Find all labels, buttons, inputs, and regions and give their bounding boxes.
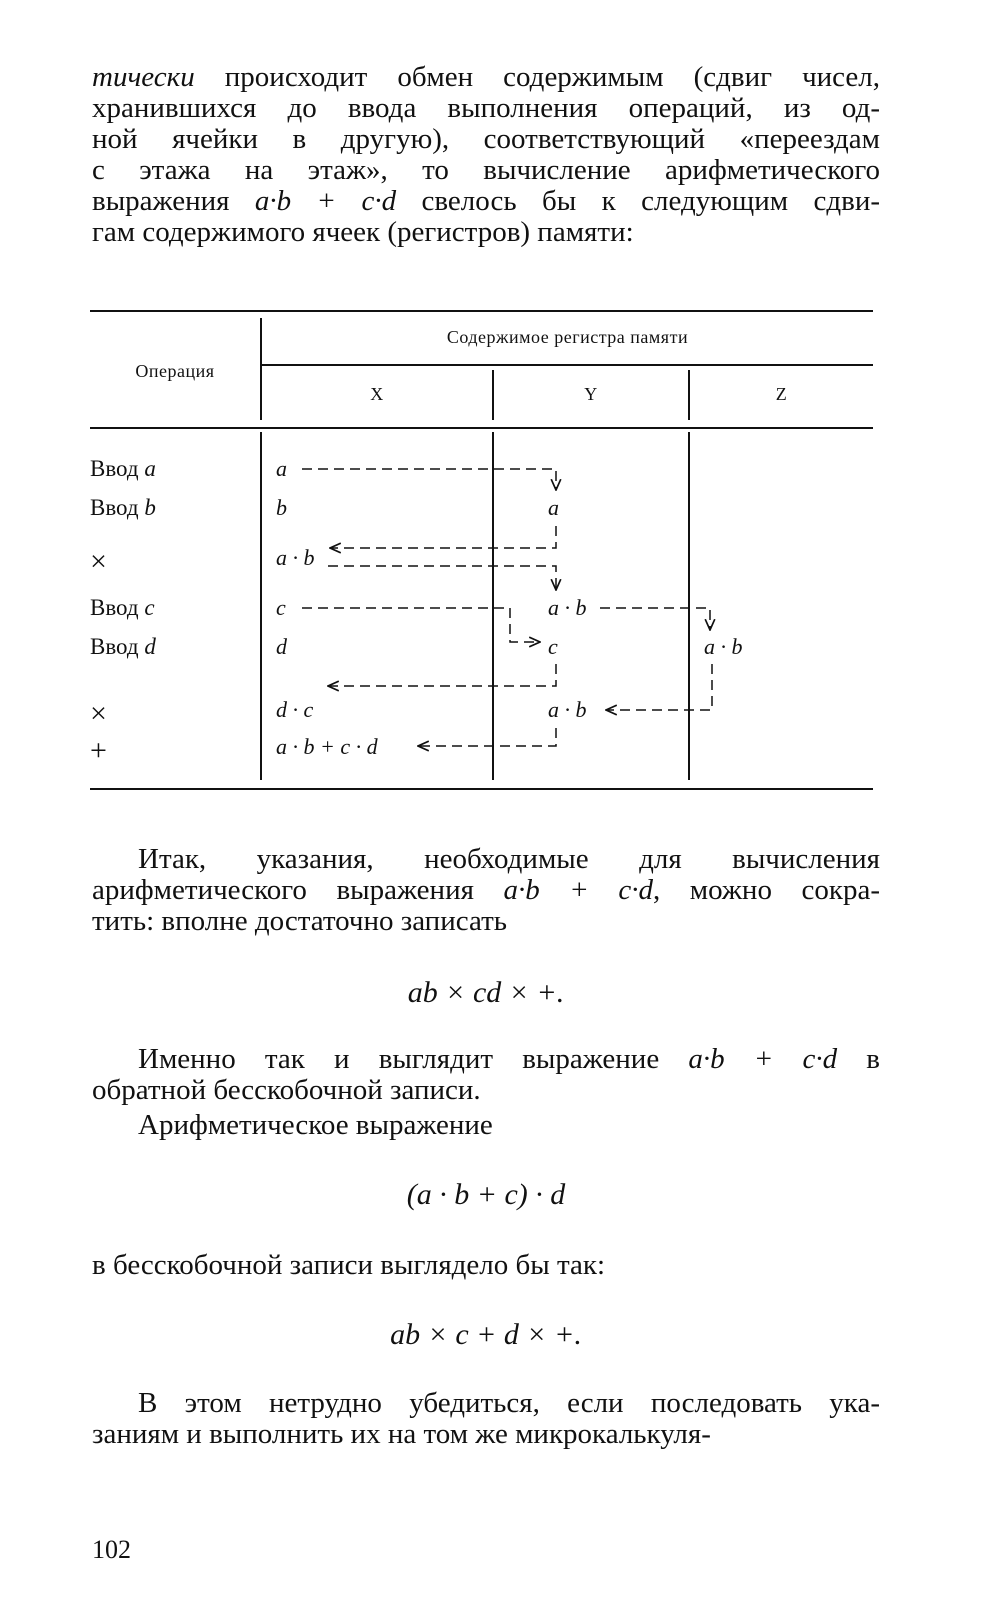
text-run: , можно сокра-	[652, 874, 880, 906]
text-run: ной ячейки в другую), соответствующий «переездам	[92, 123, 880, 155]
operation-text: a	[144, 456, 156, 481]
header-register-contents: Содержимое регистра памяти	[446, 327, 689, 347]
operation-text: Ввод	[90, 595, 145, 620]
arrow-ab-from-z	[606, 664, 712, 710]
text-line	[92, 844, 880, 875]
text-run: выражения	[92, 185, 255, 217]
operation-text: Ввод	[90, 456, 145, 481]
text-line	[92, 875, 880, 906]
text-run: в	[837, 1043, 880, 1075]
text-run: В этом нетрудно убедиться, если последовать ука-	[138, 1387, 880, 1419]
page-number: 102	[92, 1535, 131, 1564]
operation-text: d	[144, 634, 156, 659]
text-run: обратной бесскобочной записи.	[92, 1074, 481, 1106]
formula-infix: (a · b + c) · d	[406, 1178, 566, 1211]
register-cell-r6y: a · b	[548, 697, 587, 722]
text-line	[92, 1419, 880, 1450]
arrow-ab-to-z	[600, 608, 710, 630]
register-cell-r2x: b	[276, 495, 287, 520]
arrow-c-to-y	[302, 608, 540, 642]
register-cell-r5y: c	[548, 634, 558, 659]
arrow-a-to-y	[302, 469, 556, 490]
formula-rpn-1: ab × cd × +.	[407, 976, 565, 1009]
header-column-y: Y	[584, 384, 598, 404]
operation-text: b	[144, 495, 156, 520]
operation-text: Ввод	[90, 634, 145, 659]
formula-rpn-2: ab × c + d × +.	[390, 1318, 582, 1351]
text-run: a·b + c·d	[688, 1043, 838, 1075]
text-run: хранившихся до ввода выполнения операций, из од-	[92, 92, 880, 124]
register-cell-r4y: a · b	[548, 595, 587, 620]
text-run: a·b + c·d	[503, 874, 653, 906]
text-run: Итак, указания, необходимые для вычисления	[138, 843, 880, 875]
text-run: свелось бы к следующим сдви-	[396, 185, 880, 217]
header-column-x: X	[370, 384, 384, 404]
text-run: тически	[92, 61, 195, 93]
arrow-c-to-x	[328, 664, 556, 686]
text-run: происходит обмен содержимым (сдвиг чисел,	[194, 61, 880, 93]
text-run: Именно так и выглядит выражение	[138, 1043, 689, 1075]
text-line	[92, 906, 880, 937]
register-cell-r4x: c	[276, 595, 286, 620]
register-cell-r5x: d	[276, 634, 287, 659]
register-cell-r1x: a	[276, 456, 287, 481]
register-cell-r2y: a	[548, 495, 559, 520]
text-run: тить: вполне достаточно записать	[92, 905, 507, 937]
text-run: арифметического выражения	[92, 874, 504, 906]
arrow-ab-to-x	[330, 526, 556, 548]
operation-label: +	[90, 734, 107, 767]
register-cell-r5z: a · b	[704, 634, 743, 659]
header-column-z: Z	[775, 384, 788, 404]
operation-label: ×	[90, 545, 107, 578]
paragraph-arith-expr: Арифметическое выражение	[138, 1109, 493, 1141]
header-operation: Операция	[135, 361, 215, 381]
text-run: a·b + c·d	[254, 185, 397, 217]
arrow-sum-to-x	[418, 728, 556, 746]
arrow-ab-to-y	[328, 566, 556, 590]
text-line	[92, 1075, 880, 1106]
paragraph-bracketless: в бесскобочной записи выглядело бы так:	[92, 1249, 606, 1281]
text-line	[92, 1388, 880, 1419]
operation-text: Ввод	[90, 495, 145, 520]
register-cell-r7x: a · b + c · d	[276, 734, 378, 759]
operation-text: c	[144, 595, 155, 620]
operation-label: ×	[90, 697, 107, 730]
text-run: гам содержимого ячеек (регистров) памяти:	[92, 216, 634, 248]
text-run: с этажа на этаж», то вычисление арифметического	[92, 154, 880, 186]
text-run: заниям и выполнить их на том же микрокалькуля-	[92, 1418, 711, 1450]
register-cell-r6x: d · c	[276, 697, 314, 722]
text-line	[92, 1044, 880, 1075]
register-cell-r3x: a · b	[276, 545, 315, 570]
